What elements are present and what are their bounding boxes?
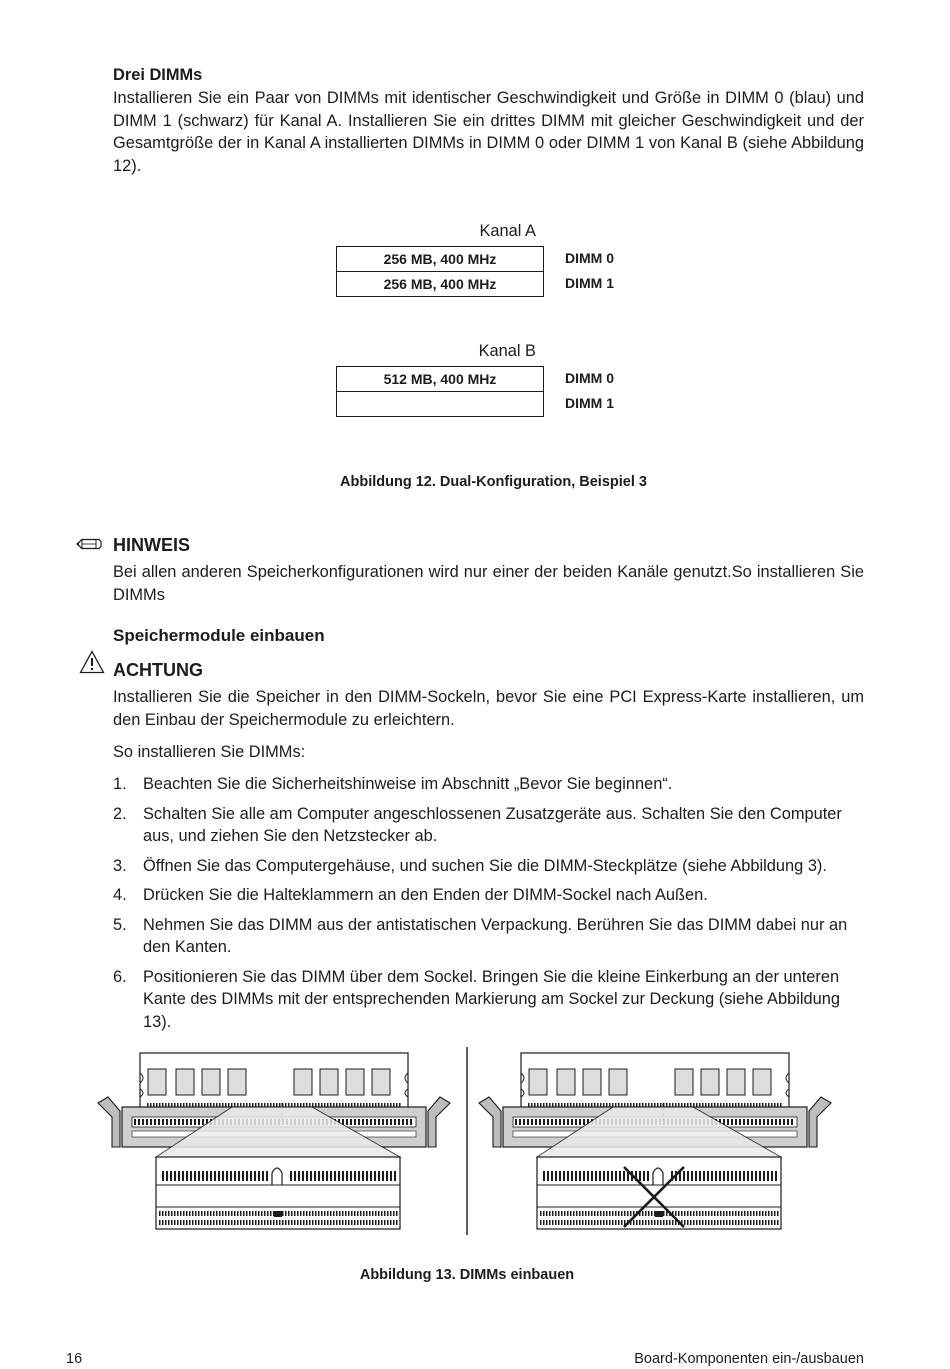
- dimm-install-illustration: [90, 1045, 850, 1240]
- channel-a-dimm0-value: 256 MB, 400 MHz: [337, 247, 544, 272]
- caution-title: ACHTUNG: [113, 660, 203, 680]
- list-item: 5. Nehmen Sie das DIMM aus der antistatischen Verpackung. Berühren Sie das DIMM dabei nur an den Kanten.: [113, 915, 848, 956]
- table-row: [337, 392, 544, 417]
- page-number: 16: [66, 1351, 83, 1367]
- list-item: 1. Beachten Sie die Sicherheitshinweise im Abschnitt „Bevor Sie beginnen“.: [113, 775, 673, 793]
- channel-a-table: [336, 246, 544, 297]
- footer-section-title: Board-Komponenten ein-/ausbauen: [634, 1351, 864, 1367]
- figure12-caption: Abbildung 12. Dual-Konfiguration, Beispiel 3: [340, 474, 647, 490]
- procedure-steps: [113, 773, 864, 1040]
- list-item: 6. Positionieren Sie das DIMM über dem Sockel. Bringen Sie die kleine Einkerbung an der unteren Kante des DIMMs mit der entsprechenden Markierung am Sockel zur Deckung (siehe Abbildung 13).: [113, 967, 840, 1031]
- channel-b-table: [336, 366, 544, 417]
- channel-b-dimm1-value: [337, 392, 544, 417]
- caution-body: Installieren Sie die Speicher in den DIMM-Sockeln, bevor Sie eine PCI Express-Karte installieren, um den Einbau der Speichermodule zu erleichtern.: [113, 688, 864, 729]
- list-item: 2. Schalten Sie alle am Computer angeschlossenen Zusatzgeräte aus. Schalten Sie den Computer aus, und ziehen Sie den Netzstecker ab.: [113, 804, 842, 845]
- channel-b-dimm0-value: 512 MB, 400 MHz: [337, 367, 544, 392]
- warning-triangle-icon: [79, 650, 105, 679]
- list-item: 4. Drücken Sie die Halteklammern an den Enden der DIMM-Sockel nach Außen.: [113, 886, 708, 904]
- channel-a-label: Kanal A: [479, 222, 536, 240]
- figure13-caption: Abbildung 13. DIMMs einbauen: [359, 1267, 575, 1283]
- channel-a-dimm1-label: DIMM 1: [565, 275, 614, 291]
- table-row: [337, 367, 544, 392]
- channel-b-dimm0-label: DIMM 0: [565, 370, 614, 386]
- note-body: Bei allen anderen Speicherkonfigurationen wird nur einer der beiden Kanäle genutzt.So installieren Sie DIMMs: [113, 563, 864, 604]
- list-item: 3. Öffnen Sie das Computergehäuse, und suchen Sie die DIMM-Steckplätze (siehe Abbildung 3).: [113, 856, 827, 875]
- procedure-intro: So installieren Sie DIMMs:: [113, 743, 306, 761]
- section-body-three-dimms: Installieren Sie ein Paar von DIMMs mit identischer Geschwindigkeit und Größe in DIMM 0 (blau) und DIMM 1 (schwarz) für Kanal A. Installieren Sie ein drittes DIMM mit gleicher Geschwindigkeit und der Gesamtgröße der in Kanal A installierten DIMMs in DIMM 0 oder DIMM 1 von Kanal B (siehe Abbildung 12).: [113, 89, 864, 175]
- channel-a-dimm1-value: 256 MB, 400 MHz: [337, 272, 544, 297]
- pencil-icon: [76, 537, 102, 556]
- section-title-three-dimms: Drei DIMMs: [113, 66, 203, 84]
- table-row: [337, 247, 544, 272]
- channel-b-label: Kanal B: [478, 342, 536, 360]
- channel-b-dimm1-label: DIMM 1: [565, 395, 614, 411]
- table-row: [337, 272, 544, 297]
- channel-a-dimm0-label: DIMM 0: [565, 250, 614, 266]
- note-title: HINWEIS: [113, 535, 191, 555]
- install-section-title: Speichermodule einbauen: [113, 626, 325, 645]
